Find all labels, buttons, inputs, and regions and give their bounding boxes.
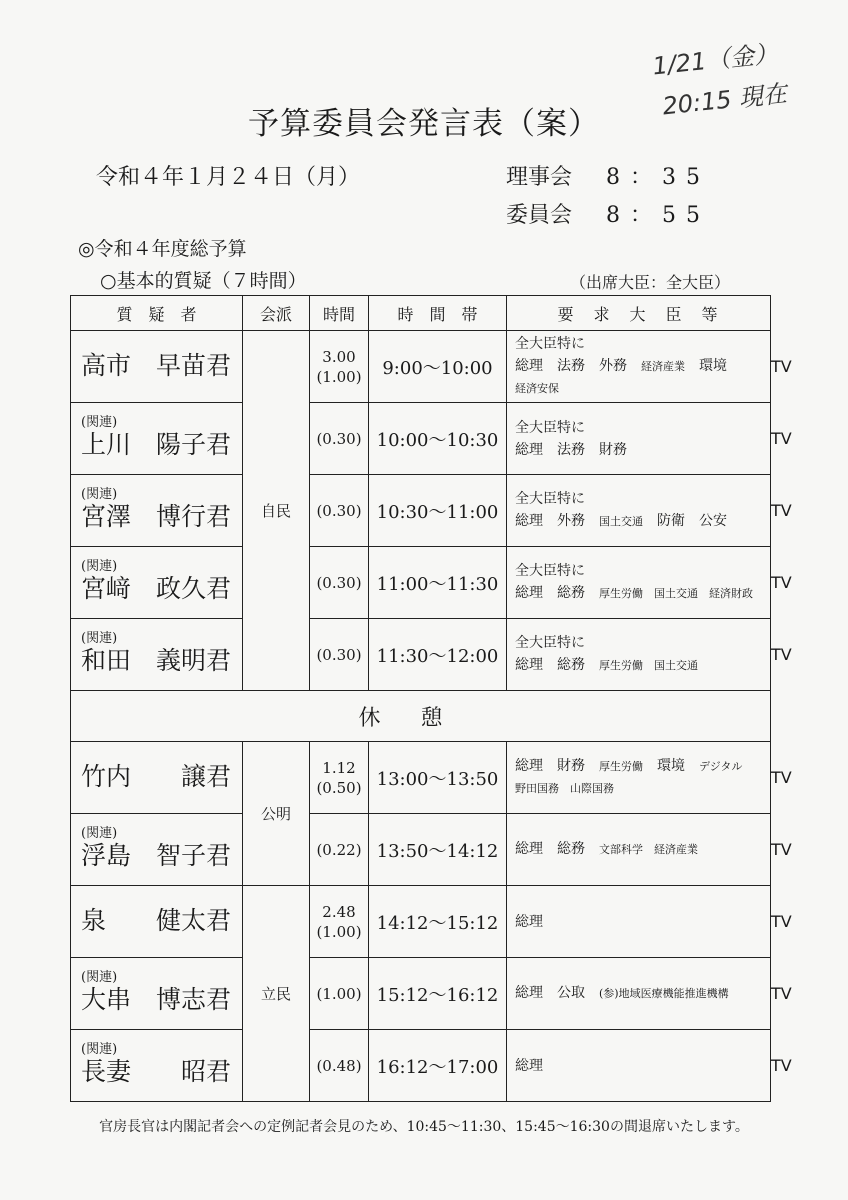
questioner-name: 宮澤 博行君 <box>81 501 232 531</box>
ministers-extra: 環境 <box>699 358 727 374</box>
time-total: 2.48 <box>322 902 356 921</box>
time-slot: 11:30～12:00 <box>369 619 507 691</box>
ministers-line2: 総理 財務 <box>515 758 585 774</box>
ministers-line1: 全大臣特に <box>515 563 585 579</box>
questioner-name: 高市 早苗君 <box>81 350 232 380</box>
ministers-line2: 総理 総務 <box>515 841 585 857</box>
related-label: (関連) <box>81 630 118 646</box>
time-slot: 10:30～11:00 <box>369 475 507 547</box>
time-allotted: (0.30) <box>316 645 362 664</box>
questioner-name: 浮島 智子君 <box>81 840 232 870</box>
time-slot: 16:12～17:00 <box>369 1030 507 1102</box>
table-row: 高市 早苗君 自民 3.00 (1.00) 9:00～10:00 全大臣特に 総理 法務 外務 経済産業 環境 経済安保 TV <box>71 331 771 403</box>
questioner-name: 竹内 譲君 <box>81 761 232 791</box>
time-allotted: (0.50) <box>316 778 362 797</box>
recess-row <box>71 691 771 742</box>
time-slot: 13:00～13:50 <box>369 742 507 814</box>
ministers-line1: 全大臣特に <box>515 419 585 436</box>
questioner-cell <box>71 547 243 619</box>
ministers-small: 厚生労働 国土交通 経済財政 <box>599 587 753 600</box>
questioner-cell <box>71 475 243 547</box>
ministers-line2: 総理 法務 外務 <box>515 358 627 374</box>
related-label: (関連) <box>81 414 118 430</box>
questioner-cell <box>71 619 243 691</box>
meeting-date: 令和４年１月２４日（月） <box>96 165 361 190</box>
ministers-small: 経済産業 <box>641 360 685 373</box>
handwritten-date-note: 1/21（金） <box>651 39 780 81</box>
time-cell <box>310 619 369 691</box>
ministers-line2: 総理 公取 <box>515 985 585 1001</box>
time-allotted: (1.00) <box>316 922 362 941</box>
ministers-line1: 全大臣特に <box>515 635 585 651</box>
time-slot: 14:12～15:12 <box>369 886 507 958</box>
time-allotted: (0.22) <box>316 840 362 859</box>
ministers-line3: 野田国務 山際国務 <box>515 782 614 795</box>
time-allotted: (1.00) <box>316 984 362 1003</box>
ministers-small: 国土交通 <box>599 515 643 528</box>
header-slot: 時 間 帯 <box>369 296 507 331</box>
time-slot: 13:50～14:12 <box>369 814 507 886</box>
time-cell <box>310 331 369 403</box>
time-cell <box>310 547 369 619</box>
questioner-name: 上川 陽子君 <box>81 429 232 459</box>
time-cell <box>310 1030 369 1102</box>
questioner-cell <box>71 403 243 475</box>
table-row: 泉 健太君 立民 2.48 (1.00) 14:12～15:12 総理 TV <box>71 886 771 958</box>
ministers-cell <box>507 742 771 814</box>
time-allotted: (0.30) <box>316 501 362 520</box>
header-time: 時間 <box>310 296 369 331</box>
questioner-cell <box>71 742 243 814</box>
ministers-cell <box>507 886 771 958</box>
ministers-small: 厚生労働 国土交通 <box>599 659 698 672</box>
time-allotted: (0.30) <box>316 573 362 592</box>
time-total: 3.00 <box>322 347 356 366</box>
page-title: 予算委員会発言表（案） <box>248 106 600 142</box>
footnote: 官房長官は内閣記者会への定例記者会見のため、10:45～11:30、15:45～16:30の間退席いたします。 <box>99 1119 749 1135</box>
table-header-row <box>71 296 771 331</box>
header-ministers: 要 求 大 臣 等 <box>507 296 771 331</box>
questioner-cell <box>71 958 243 1030</box>
ministers-line2: 総理 総務 <box>515 657 585 673</box>
schedule-table <box>70 295 792 1102</box>
party-cell: 公明 <box>243 742 310 886</box>
committee-meeting-label: 委員会 <box>506 203 573 228</box>
ministers-line2: 総理 総務 <box>515 585 585 601</box>
related-label: (関連) <box>81 486 118 502</box>
related-label: (関連) <box>81 558 118 574</box>
time-cell <box>310 814 369 886</box>
time-total: 1.12 <box>322 758 356 777</box>
committee-meeting-time: 8：55 <box>606 203 710 228</box>
ministers-extra: 環境 <box>657 758 685 774</box>
ministers-cell <box>507 1030 771 1102</box>
ministers-line1: 全大臣特に <box>515 336 585 352</box>
time-cell <box>310 403 369 475</box>
ministers-line1: 全大臣特に <box>515 491 585 507</box>
party-cell: 自民 <box>243 331 310 691</box>
questioner-cell <box>71 886 243 958</box>
time-slot: 11:00～11:30 <box>369 547 507 619</box>
questioner-cell <box>71 331 243 403</box>
time-cell <box>310 886 369 958</box>
time-slot: 10:00～10:30 <box>369 403 507 475</box>
ministers-small: 厚生労働 <box>599 760 643 773</box>
ministers-cell <box>507 814 771 886</box>
table-row: (関連) 宮澤 博行君 (0.30) 10:30～11:00 全大臣特に 総理 外務 国土交通 防衛 公安 TV <box>71 475 771 547</box>
header-questioner: 質 疑 者 <box>71 296 243 331</box>
table-row: (関連) 和田 義明君 (0.30) 11:30～12:00 全大臣特に 総理 総務 厚生労働 国土交通 TV <box>71 619 771 691</box>
related-label: (関連) <box>81 969 118 985</box>
ministers-small: (参)地域医療機能推進機構 <box>599 987 729 1000</box>
time-allotted: (0.48) <box>316 1056 362 1075</box>
questioner-name: 大串 博志君 <box>81 984 232 1014</box>
ministers-line2: 総理 <box>515 913 543 930</box>
party-cell: 立民 <box>243 886 310 1102</box>
board-meeting-label: 理事会 <box>506 165 573 190</box>
ministers-cell <box>507 475 771 547</box>
related-label: (関連) <box>81 1041 118 1057</box>
table-row: (関連) 浮島 智子君 (0.22) 13:50～14:12 総理 総務 文部科学 経済産業 TV <box>71 814 771 886</box>
questioner-cell <box>71 1030 243 1102</box>
ministers-small: 文部科学 経済産業 <box>599 843 698 856</box>
ministers-cell <box>507 403 771 475</box>
time-cell <box>310 475 369 547</box>
table-row: 竹内 譲君 公明 1.12 (0.50) 13:00～13:50 総理 財務 厚生労働 環境 デジタル 野田国務 山際国務 TV <box>71 742 771 814</box>
header-party: 会派 <box>243 296 310 331</box>
ministers-line2: 総理 法務 財務 <box>515 441 627 458</box>
questioner-cell <box>71 814 243 886</box>
ministers-line2: 総理 <box>515 1057 543 1074</box>
time-allotted: (1.00) <box>316 367 362 386</box>
budget-title: ◎令和４年度総予算 <box>78 238 247 260</box>
ministers-cell <box>507 958 771 1030</box>
table-row: (関連) 長妻 昭君 (0.48) 16:12～17:00 総理 TV <box>71 1030 771 1102</box>
time-slot: 9:00～10:00 <box>369 331 507 403</box>
board-meeting-time: 8：35 <box>606 165 710 190</box>
questioner-name: 長妻 昭君 <box>81 1056 232 1086</box>
questioner-name: 泉 健太君 <box>81 905 232 935</box>
table-row: (関連) 上川 陽子君 (0.30) 10:00～10:30 全大臣特に 総理 法務 財務 TV <box>71 403 771 475</box>
ministers-cell <box>507 331 771 403</box>
ministers-extra: 防衛 公安 <box>657 513 727 529</box>
ministers-cell <box>507 547 771 619</box>
related-label: (関連) <box>81 825 118 841</box>
table-row: (関連) 大串 博志君 (1.00) 15:12～16:12 総理 公取 (参)地域医療機能推進機構 TV <box>71 958 771 1030</box>
session-title: ○基本的質疑（７時間） <box>100 270 307 292</box>
questioner-name: 和田 義明君 <box>81 645 232 675</box>
questioner-name: 宮﨑 政久君 <box>81 573 232 603</box>
table-row: (関連) 宮﨑 政久君 (0.30) 11:00～11:30 全大臣特に 総理 総務 厚生労働 国土交通 経済財政 TV <box>71 547 771 619</box>
attendance-note: （出席大臣：全大臣） <box>570 273 731 292</box>
time-slot: 15:12～16:12 <box>369 958 507 1030</box>
handwritten-time-note: 20:15 現在 <box>661 79 789 121</box>
ministers-line2: 総理 外務 <box>515 513 585 529</box>
time-allotted: (0.30) <box>316 429 362 448</box>
recess-label: 休憩 <box>71 691 771 742</box>
ministers-line3: 経済安保 <box>515 382 559 395</box>
ministers-small-2: デジタル <box>699 760 743 773</box>
time-cell <box>310 742 369 814</box>
time-cell <box>310 958 369 1030</box>
ministers-cell <box>507 619 771 691</box>
